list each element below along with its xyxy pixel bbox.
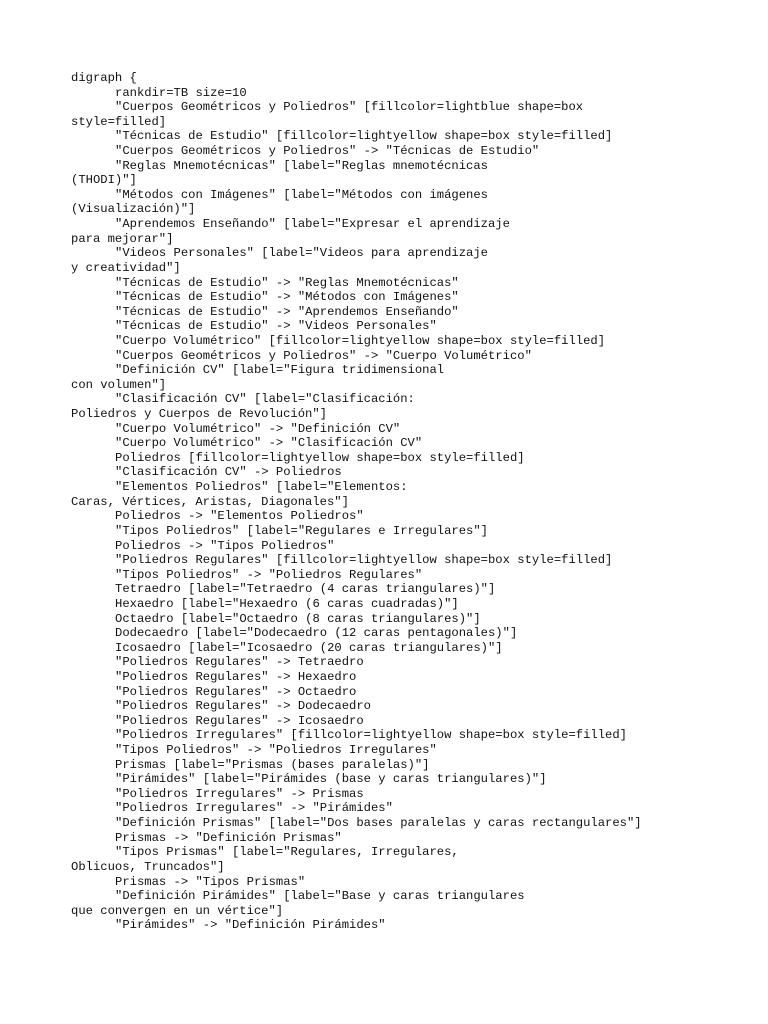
code-line: style=filled] — [71, 114, 167, 129]
code-line: Tetraedro [label="Tetraedro (4 caras triangulares)"] — [115, 582, 496, 597]
code-line: con volumen"] — [71, 377, 167, 392]
code-line: "Cuerpo Volumétrico" -> "Clasificación CV" — [115, 436, 423, 451]
code-line: "Tipos Poliedros" [label="Regulares e Irregulares"] — [115, 523, 488, 538]
code-line: "Poliedros Irregulares" -> "Pirámides" — [115, 801, 393, 816]
code-line: "Técnicas de Estudio" -> "Métodos con Imágenes" — [115, 290, 459, 305]
code-line: Dodecaedro [label="Dodecaedro (12 caras pentagonales)"] — [115, 626, 518, 641]
code-line: Caras, Vértices, Aristas, Diagonales"] — [71, 494, 349, 509]
code-line: para mejorar"] — [71, 231, 174, 246]
code-line: Prismas -> "Tipos Prismas" — [115, 874, 306, 889]
code-line: "Aprendemos Enseñando" [label="Expresar el aprendizaje — [115, 217, 510, 232]
code-line: (Visualización)"] — [71, 202, 196, 217]
code-line: "Tipos Poliedros" -> "Poliedros Irregulares" — [115, 743, 437, 758]
code-line: "Elementos Poliedros" [label="Elementos: — [115, 480, 408, 495]
code-line: Oblicuos, Truncados"] — [71, 859, 225, 874]
code-line: Octaedro [label="Octaedro (8 caras triangulares)"] — [115, 611, 481, 626]
code-line: Poliedros [fillcolor=lightyellow shape=box style=filled] — [115, 450, 525, 465]
code-line: "Clasificación CV" [label="Clasificación: — [115, 392, 415, 407]
code-line: "Pirámides" [label="Pirámides (base y caras triangulares)"] — [115, 772, 547, 787]
code-line: (THODI)"] — [71, 173, 137, 188]
code-line: "Poliedros Regulares" -> Hexaedro — [115, 669, 357, 684]
code-line: Icosaedro [label="Icosaedro (20 caras triangulares)"] — [115, 640, 503, 655]
code-line: Poliedros y Cuerpos de Revolución"] — [71, 407, 327, 422]
code-line: "Técnicas de Estudio" [fillcolor=lightyellow shape=box style=filled] — [115, 129, 613, 144]
code-line: "Definición Prismas" [label="Dos bases paralelas y caras rectangulares"] — [115, 816, 642, 831]
code-line: "Clasificación CV" -> Poliedros — [115, 465, 342, 480]
code-line: "Pirámides" -> "Definición Pirámides" — [115, 918, 386, 933]
code-line: "Poliedros Regulares" [fillcolor=lightyellow shape=box style=filled] — [115, 553, 613, 568]
code-line: "Videos Personales" [label="Videos para aprendizaje — [115, 246, 488, 261]
code-line: "Tipos Poliedros" -> "Poliedros Regulares" — [115, 567, 423, 582]
code-line: "Tipos Prismas" [label="Regulares, Irregulares, — [115, 845, 459, 860]
code-line: Prismas -> "Definición Prismas" — [115, 830, 342, 845]
code-line: "Poliedros Regulares" -> Tetraedro — [115, 655, 364, 670]
code-line: "Cuerpo Volumétrico" [fillcolor=lightyellow shape=box style=filled] — [115, 333, 606, 348]
code-line: y creatividad"] — [71, 260, 181, 275]
code-line: "Poliedros Irregulares" -> Prismas — [115, 786, 364, 801]
code-line: "Métodos con Imágenes" [label="Métodos con imágenes — [115, 187, 488, 202]
code-block — [71, 71, 751, 933]
code-line: digraph { — [71, 71, 137, 85]
code-line: Prismas [label="Prismas (bases paralelas)"] — [115, 757, 430, 772]
code-line: "Cuerpo Volumétrico" -> "Definición CV" — [115, 421, 401, 436]
code-line: "Definición CV" [label="Figura tridimensional — [115, 363, 445, 378]
code-line: "Definición Pirámides" [label="Base y caras triangulares — [115, 889, 525, 904]
code-line: "Poliedros Regulares" -> Dodecaedro — [115, 699, 371, 714]
code-line: "Reglas Mnemotécnicas" [label="Reglas mnemotécnicas — [115, 158, 488, 173]
code-line: "Cuerpos Geométricos y Poliedros" [fillcolor=lightblue shape=box — [115, 100, 584, 115]
code-line: rankdir=TB size=10 — [115, 85, 247, 100]
code-line: "Cuerpos Geométricos y Poliedros" -> "Cuerpo Volumétrico" — [115, 348, 532, 363]
code-line: "Poliedros Regulares" -> Octaedro — [115, 684, 357, 699]
code-line: Hexaedro [label="Hexaedro (6 caras cuadradas)"] — [115, 596, 459, 611]
code-line: "Técnicas de Estudio" -> "Aprendemos Enseñando" — [115, 304, 459, 319]
code-line: "Cuerpos Geométricos y Poliedros" -> "Técnicas de Estudio" — [115, 144, 540, 159]
code-line: "Poliedros Regulares" -> Icosaedro — [115, 713, 364, 728]
code-line: "Técnicas de Estudio" -> "Videos Personales" — [115, 319, 437, 334]
code-line: Poliedros -> "Elementos Poliedros" — [115, 509, 364, 524]
code-line: Poliedros -> "Tipos Poliedros" — [115, 538, 335, 553]
code-line: "Poliedros Irregulares" [fillcolor=lightyellow shape=box style=filled] — [115, 728, 627, 743]
code-line: "Técnicas de Estudio" -> "Reglas Mnemotécnicas" — [115, 275, 459, 290]
code-line: que convergen en un vértice"] — [71, 903, 284, 918]
